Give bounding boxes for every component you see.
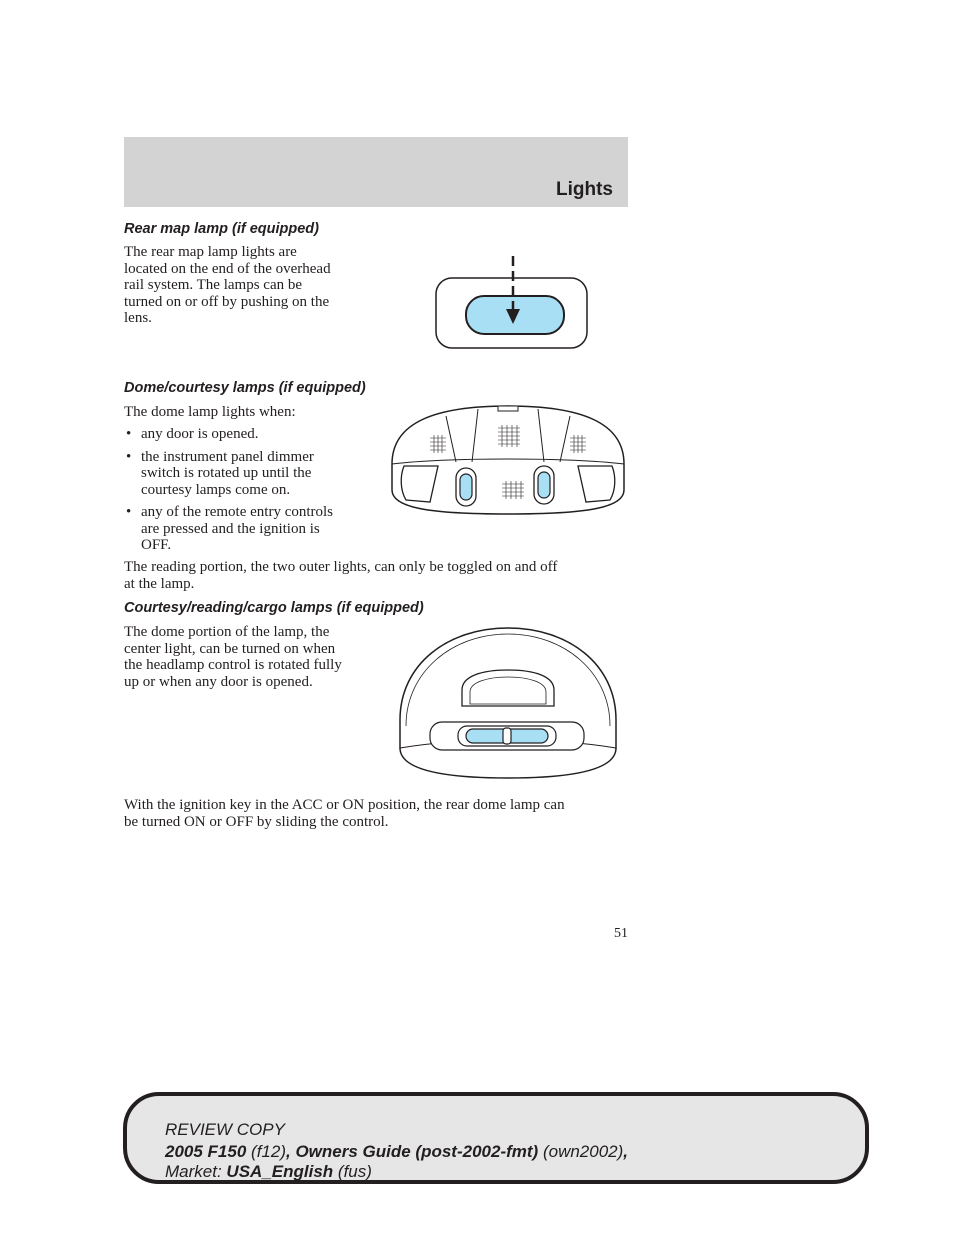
cargo-lamp-illustration [396, 624, 620, 782]
dome-courtesy-lamps-heading: Dome/courtesy lamps (if equipped) [124, 380, 366, 396]
list-item: • any door is opened. [126, 426, 259, 442]
reading-portion-text: The reading portion, the two outer lights, can only be toggled on and off at the lamp. [124, 559, 558, 592]
rear-dome-lamp-text: With the ignition key in the ACC or ON position, the rear dome lamp can be turned ON or OFF by sliding the control. [124, 797, 565, 830]
page-number: 51 [614, 926, 628, 941]
list-item: • any of the remote entry controls are pressed and the ignition is OFF. [126, 504, 334, 553]
dome-lamp-intro: The dome lamp lights when: [124, 404, 296, 420]
dome-lamp-conditions-list [124, 426, 374, 560]
footer-market-line: Market: USA_English (fus) [165, 1162, 372, 1181]
cargo-lamp-text: The dome portion of the lamp, the center light, can be turned on when the headlamp control is rotated fully up or when any door is opened. [124, 624, 342, 690]
review-copy-label: REVIEW COPY [165, 1120, 285, 1139]
review-copy-footer [123, 1092, 869, 1184]
rear-map-lamp-text: The rear map lamp lights are located on the end of the overhead rail system. The lamps can be turned on or off by pushing on the lens. [124, 244, 331, 326]
rear-map-lamp-illustration [430, 252, 595, 354]
dome-courtesy-lamp-illustration [386, 404, 630, 516]
list-item: • the instrument panel dimmer switch is rotated up until the courtesy lamps come on. [126, 448, 314, 498]
section-title: Lights [556, 179, 613, 200]
footer-model-line: 2005 F150 (f12), Owners Guide (post-2002-fmt) (own2002), [165, 1142, 629, 1161]
slide-control-knob [503, 728, 511, 744]
section-header-band [124, 137, 628, 207]
rear-map-lamp-heading: Rear map lamp (if equipped) [124, 221, 319, 237]
courtesy-reading-cargo-heading: Courtesy/reading/cargo lamps (if equipped) [124, 600, 424, 616]
